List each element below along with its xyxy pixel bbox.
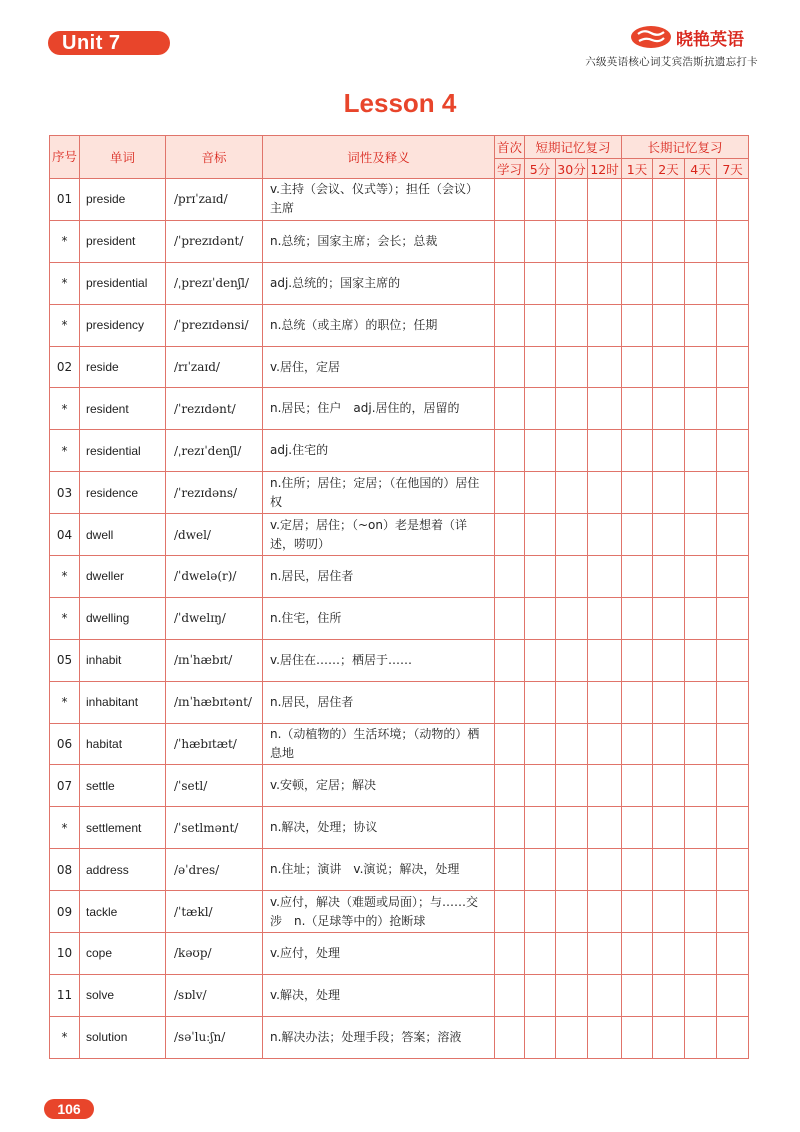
row-num: * xyxy=(50,1016,80,1058)
row-num: 02 xyxy=(50,346,80,388)
review-checkbox-cell[interactable] xyxy=(653,723,685,765)
review-checkbox-cell[interactable] xyxy=(685,891,717,933)
review-checkbox-cell[interactable] xyxy=(653,681,685,723)
review-checkbox-cell[interactable] xyxy=(556,220,588,262)
review-checkbox-cell[interactable] xyxy=(556,179,588,221)
review-checkbox-cell[interactable] xyxy=(556,1016,588,1058)
review-checkbox-cell[interactable] xyxy=(495,849,525,891)
row-def: n.居民，居住者 xyxy=(263,556,495,598)
table-row xyxy=(50,556,749,598)
table-row xyxy=(50,1016,749,1058)
review-checkbox-cell[interactable] xyxy=(653,765,685,807)
review-checkbox-cell[interactable] xyxy=(495,891,525,933)
review-checkbox-cell[interactable] xyxy=(622,974,653,1016)
brand-logo-icon xyxy=(630,25,672,49)
review-checkbox-cell[interactable] xyxy=(622,723,653,765)
row-num: 01 xyxy=(50,179,80,221)
review-checkbox-cell[interactable] xyxy=(588,346,622,388)
review-checkbox-cell[interactable] xyxy=(525,849,556,891)
review-checkbox-cell[interactable] xyxy=(685,849,717,891)
review-checkbox-cell[interactable] xyxy=(653,346,685,388)
table-row xyxy=(50,597,749,639)
review-checkbox-cell[interactable] xyxy=(653,891,685,933)
review-checkbox-cell[interactable] xyxy=(588,849,622,891)
row-word: dweller xyxy=(80,556,166,598)
row-word: residence xyxy=(80,472,166,514)
row-ipa: /rɪˈzaɪd/ xyxy=(166,346,263,388)
review-checkbox-cell[interactable] xyxy=(588,807,622,849)
table-row xyxy=(50,430,749,472)
review-checkbox-cell[interactable] xyxy=(525,765,556,807)
row-word: preside xyxy=(80,179,166,221)
row-word: reside xyxy=(80,346,166,388)
review-checkbox-cell[interactable] xyxy=(556,681,588,723)
review-checkbox-cell[interactable] xyxy=(495,723,525,765)
review-checkbox-cell[interactable] xyxy=(653,472,685,514)
table-row xyxy=(50,765,749,807)
review-checkbox-cell[interactable] xyxy=(685,723,717,765)
row-num: 09 xyxy=(50,891,80,933)
review-checkbox-cell[interactable] xyxy=(556,974,588,1016)
review-checkbox-cell[interactable] xyxy=(495,472,525,514)
review-checkbox-cell[interactable] xyxy=(556,597,588,639)
review-checkbox-cell[interactable] xyxy=(525,179,556,221)
row-word: presidency xyxy=(80,304,166,346)
review-checkbox-cell[interactable] xyxy=(588,472,622,514)
review-checkbox-cell[interactable] xyxy=(495,1016,525,1058)
row-word: cope xyxy=(80,933,166,975)
review-checkbox-cell[interactable] xyxy=(717,514,749,556)
review-checkbox-cell[interactable] xyxy=(556,304,588,346)
header-first2: 学习 xyxy=(495,159,525,179)
row-ipa: /səˈluːʃn/ xyxy=(166,1016,263,1058)
row-word: solve xyxy=(80,974,166,1016)
row-def: v.应付，处理 xyxy=(263,933,495,975)
review-checkbox-cell[interactable] xyxy=(556,807,588,849)
row-num: * xyxy=(50,304,80,346)
review-checkbox-cell[interactable] xyxy=(653,179,685,221)
review-checkbox-cell[interactable] xyxy=(495,597,525,639)
review-checkbox-cell[interactable] xyxy=(717,346,749,388)
row-def: adj.总统的；国家主席的 xyxy=(263,262,495,304)
review-checkbox-cell[interactable] xyxy=(685,681,717,723)
header-def: 词性及释义 xyxy=(263,136,495,179)
review-checkbox-cell[interactable] xyxy=(525,974,556,1016)
review-checkbox-cell[interactable] xyxy=(588,388,622,430)
row-def: v.应付，解决（难题或局面）；与……交涉 n.（足球等中的）抢断球 xyxy=(263,891,495,933)
row-def: adj.住宅的 xyxy=(263,430,495,472)
header-short-col: 12时 xyxy=(588,159,622,179)
row-num: 04 xyxy=(50,514,80,556)
unit-label: Unit 7 xyxy=(48,31,170,55)
review-checkbox-cell[interactable] xyxy=(653,388,685,430)
row-def: v.安顿，定居；解决 xyxy=(263,765,495,807)
review-checkbox-cell[interactable] xyxy=(556,891,588,933)
row-ipa: /prɪˈzaɪd/ xyxy=(166,179,263,221)
row-num: 05 xyxy=(50,639,80,681)
table-row xyxy=(50,346,749,388)
table-row xyxy=(50,933,749,975)
review-checkbox-cell[interactable] xyxy=(495,346,525,388)
review-checkbox-cell[interactable] xyxy=(653,807,685,849)
review-checkbox-cell[interactable] xyxy=(525,472,556,514)
review-checkbox-cell[interactable] xyxy=(685,639,717,681)
row-ipa: /ɪnˈhæbɪtənt/ xyxy=(166,681,263,723)
row-def: v.定居；居住；（~on）老是想着（详述，唠叨） xyxy=(263,514,495,556)
review-checkbox-cell[interactable] xyxy=(685,597,717,639)
review-checkbox-cell[interactable] xyxy=(525,430,556,472)
table-row xyxy=(50,220,749,262)
review-checkbox-cell[interactable] xyxy=(556,556,588,598)
table-row xyxy=(50,891,749,933)
review-checkbox-cell[interactable] xyxy=(717,765,749,807)
row-def: v.主持（会议、仪式等）；担任（会议）主席 xyxy=(263,179,495,221)
row-word: address xyxy=(80,849,166,891)
review-checkbox-cell[interactable] xyxy=(588,597,622,639)
row-def: n.住址；演讲 v.演说；解决，处理 xyxy=(263,849,495,891)
row-num: 03 xyxy=(50,472,80,514)
row-ipa: /ˈprezɪdənsi/ xyxy=(166,304,263,346)
review-checkbox-cell[interactable] xyxy=(525,723,556,765)
review-checkbox-cell[interactable] xyxy=(717,639,749,681)
row-ipa: /ˌprezɪˈdenʃl/ xyxy=(166,262,263,304)
review-checkbox-cell[interactable] xyxy=(685,1016,717,1058)
table-row xyxy=(50,472,749,514)
review-checkbox-cell[interactable] xyxy=(495,514,525,556)
review-checkbox-cell[interactable] xyxy=(622,639,653,681)
page-number: 106 xyxy=(44,1099,94,1119)
review-checkbox-cell[interactable] xyxy=(717,723,749,765)
review-checkbox-cell[interactable] xyxy=(525,933,556,975)
row-num: * xyxy=(50,807,80,849)
review-checkbox-cell[interactable] xyxy=(588,304,622,346)
row-word: settle xyxy=(80,765,166,807)
row-num: * xyxy=(50,430,80,472)
review-checkbox-cell[interactable] xyxy=(685,179,717,221)
review-checkbox-cell[interactable] xyxy=(556,639,588,681)
row-ipa: /kəʊp/ xyxy=(166,933,263,975)
review-checkbox-cell[interactable] xyxy=(717,807,749,849)
row-def: v.居住，定居 xyxy=(263,346,495,388)
review-checkbox-cell[interactable] xyxy=(685,514,717,556)
brand xyxy=(630,24,744,50)
review-checkbox-cell[interactable] xyxy=(525,1016,556,1058)
review-checkbox-cell[interactable] xyxy=(525,639,556,681)
row-num: 08 xyxy=(50,849,80,891)
vocab-table xyxy=(49,135,749,1059)
row-def: n.解决办法；处理手段；答案；溶液 xyxy=(263,1016,495,1058)
review-checkbox-cell[interactable] xyxy=(622,556,653,598)
row-def: n.总统（或主席）的职位；任期 xyxy=(263,304,495,346)
row-word: residential xyxy=(80,430,166,472)
row-def: n.住所；居住；定居；（在他国的）居住权 xyxy=(263,472,495,514)
review-checkbox-cell[interactable] xyxy=(717,304,749,346)
review-checkbox-cell[interactable] xyxy=(622,1016,653,1058)
review-checkbox-cell[interactable] xyxy=(717,891,749,933)
review-checkbox-cell[interactable] xyxy=(685,974,717,1016)
review-checkbox-cell[interactable] xyxy=(525,597,556,639)
row-def: n.居民，居住者 xyxy=(263,681,495,723)
review-checkbox-cell[interactable] xyxy=(717,849,749,891)
review-checkbox-cell[interactable] xyxy=(556,849,588,891)
row-def: n.解决，处理；协议 xyxy=(263,807,495,849)
review-checkbox-cell[interactable] xyxy=(717,179,749,221)
row-def: n.居民；住户 adj.居住的，居留的 xyxy=(263,388,495,430)
review-checkbox-cell[interactable] xyxy=(588,514,622,556)
row-word: dwelling xyxy=(80,597,166,639)
review-checkbox-cell[interactable] xyxy=(588,556,622,598)
lesson-title: Lesson 4 xyxy=(343,88,457,118)
review-checkbox-cell[interactable] xyxy=(717,597,749,639)
row-ipa: /ˈsetlmənt/ xyxy=(166,807,263,849)
review-checkbox-cell[interactable] xyxy=(685,430,717,472)
review-checkbox-cell[interactable] xyxy=(525,891,556,933)
review-checkbox-cell[interactable] xyxy=(588,974,622,1016)
review-checkbox-cell[interactable] xyxy=(556,514,588,556)
review-checkbox-cell[interactable] xyxy=(588,891,622,933)
review-checkbox-cell[interactable] xyxy=(495,765,525,807)
review-checkbox-cell[interactable] xyxy=(685,304,717,346)
table-row xyxy=(50,388,749,430)
review-checkbox-cell[interactable] xyxy=(685,388,717,430)
row-def: v.解决，处理 xyxy=(263,974,495,1016)
row-num: * xyxy=(50,262,80,304)
table-row xyxy=(50,639,749,681)
review-checkbox-cell[interactable] xyxy=(653,639,685,681)
row-num: * xyxy=(50,597,80,639)
review-checkbox-cell[interactable] xyxy=(556,765,588,807)
review-checkbox-cell[interactable] xyxy=(685,933,717,975)
row-def: v.居住在……；栖居于…… xyxy=(263,639,495,681)
row-num: 10 xyxy=(50,933,80,975)
header-first: 首次 xyxy=(495,136,525,159)
review-checkbox-cell[interactable] xyxy=(495,933,525,975)
review-checkbox-cell[interactable] xyxy=(685,556,717,598)
row-ipa: /ˈdwelə(r)/ xyxy=(166,556,263,598)
review-checkbox-cell[interactable] xyxy=(717,974,749,1016)
review-checkbox-cell[interactable] xyxy=(588,262,622,304)
review-checkbox-cell[interactable] xyxy=(588,1016,622,1058)
header-ipa: 音标 xyxy=(166,136,263,179)
review-checkbox-cell[interactable] xyxy=(525,556,556,598)
review-checkbox-cell[interactable] xyxy=(588,723,622,765)
row-def: n.总统；国家主席；会长；总裁 xyxy=(263,220,495,262)
table-row xyxy=(50,723,749,765)
review-checkbox-cell[interactable] xyxy=(495,262,525,304)
row-ipa: /ˈrezɪdənt/ xyxy=(166,388,263,430)
review-checkbox-cell[interactable] xyxy=(495,639,525,681)
review-checkbox-cell[interactable] xyxy=(653,974,685,1016)
review-checkbox-cell[interactable] xyxy=(717,472,749,514)
table-row xyxy=(50,681,749,723)
review-checkbox-cell[interactable] xyxy=(622,472,653,514)
review-checkbox-cell[interactable] xyxy=(653,849,685,891)
review-checkbox-cell[interactable] xyxy=(685,472,717,514)
review-checkbox-cell[interactable] xyxy=(717,681,749,723)
row-word: tackle xyxy=(80,891,166,933)
review-checkbox-cell[interactable] xyxy=(653,933,685,975)
review-checkbox-cell[interactable] xyxy=(622,304,653,346)
review-checkbox-cell[interactable] xyxy=(717,262,749,304)
review-checkbox-cell[interactable] xyxy=(525,514,556,556)
review-checkbox-cell[interactable] xyxy=(525,681,556,723)
row-ipa: /sɒlv/ xyxy=(166,974,263,1016)
review-checkbox-cell[interactable] xyxy=(556,933,588,975)
review-checkbox-cell[interactable] xyxy=(525,388,556,430)
review-checkbox-cell[interactable] xyxy=(622,388,653,430)
row-word: settlement xyxy=(80,807,166,849)
row-num: * xyxy=(50,388,80,430)
row-word: presidential xyxy=(80,262,166,304)
review-checkbox-cell[interactable] xyxy=(556,472,588,514)
table-row xyxy=(50,974,749,1016)
review-checkbox-cell[interactable] xyxy=(622,891,653,933)
row-word: president xyxy=(80,220,166,262)
review-checkbox-cell[interactable] xyxy=(653,556,685,598)
row-word: resident xyxy=(80,388,166,430)
header-word: 单词 xyxy=(80,136,166,179)
review-checkbox-cell[interactable] xyxy=(556,346,588,388)
review-checkbox-cell[interactable] xyxy=(653,262,685,304)
header-long-col: 2天 xyxy=(653,159,685,179)
review-checkbox-cell[interactable] xyxy=(622,430,653,472)
review-checkbox-cell[interactable] xyxy=(556,723,588,765)
review-checkbox-cell[interactable] xyxy=(588,220,622,262)
row-num: 11 xyxy=(50,974,80,1016)
row-word: dwell xyxy=(80,514,166,556)
review-checkbox-cell[interactable] xyxy=(622,346,653,388)
header-long: 长期记忆复习 xyxy=(622,136,749,159)
review-checkbox-cell[interactable] xyxy=(717,933,749,975)
row-ipa: /ˈprezɪdənt/ xyxy=(166,220,263,262)
table-row xyxy=(50,514,749,556)
review-checkbox-cell[interactable] xyxy=(685,220,717,262)
review-checkbox-cell[interactable] xyxy=(495,220,525,262)
review-checkbox-cell[interactable] xyxy=(495,556,525,598)
review-checkbox-cell[interactable] xyxy=(622,849,653,891)
table-row xyxy=(50,262,749,304)
review-checkbox-cell[interactable] xyxy=(622,262,653,304)
review-checkbox-cell[interactable] xyxy=(653,430,685,472)
review-checkbox-cell[interactable] xyxy=(495,807,525,849)
review-checkbox-cell[interactable] xyxy=(653,1016,685,1058)
review-checkbox-cell[interactable] xyxy=(588,933,622,975)
row-word: inhabit xyxy=(80,639,166,681)
review-checkbox-cell[interactable] xyxy=(685,346,717,388)
row-num: 06 xyxy=(50,723,80,765)
review-checkbox-cell[interactable] xyxy=(685,807,717,849)
header-short: 短期记忆复习 xyxy=(525,136,622,159)
row-ipa: /ˈhæbɪtæt/ xyxy=(166,723,263,765)
review-checkbox-cell[interactable] xyxy=(588,639,622,681)
review-checkbox-cell[interactable] xyxy=(495,179,525,221)
review-checkbox-cell[interactable] xyxy=(622,933,653,975)
review-checkbox-cell[interactable] xyxy=(525,346,556,388)
header-long-col: 7天 xyxy=(717,159,749,179)
review-checkbox-cell[interactable] xyxy=(556,388,588,430)
review-checkbox-cell[interactable] xyxy=(622,179,653,221)
tagline: 六级英语核心词艾宾浩斯抗遗忘打卡 xyxy=(585,56,758,68)
row-ipa: /ˈdwelɪŋ/ xyxy=(166,597,263,639)
review-checkbox-cell[interactable] xyxy=(622,681,653,723)
review-checkbox-cell[interactable] xyxy=(495,430,525,472)
row-num: * xyxy=(50,220,80,262)
row-word: inhabitant xyxy=(80,681,166,723)
review-checkbox-cell[interactable] xyxy=(495,681,525,723)
table-row xyxy=(50,807,749,849)
review-checkbox-cell[interactable] xyxy=(588,765,622,807)
row-num: * xyxy=(50,681,80,723)
review-checkbox-cell[interactable] xyxy=(622,514,653,556)
table-row xyxy=(50,179,749,221)
review-checkbox-cell[interactable] xyxy=(525,807,556,849)
review-checkbox-cell[interactable] xyxy=(622,597,653,639)
row-ipa: /ˈrezɪdəns/ xyxy=(166,472,263,514)
review-checkbox-cell[interactable] xyxy=(495,304,525,346)
review-checkbox-cell[interactable] xyxy=(653,220,685,262)
row-ipa: /dwel/ xyxy=(166,514,263,556)
row-ipa: /ˈsetl/ xyxy=(166,765,263,807)
header-long-col: 4天 xyxy=(685,159,717,179)
row-num: 07 xyxy=(50,765,80,807)
row-def: n.（动植物的）生活环境；（动物的）栖息地 xyxy=(263,723,495,765)
row-ipa: /ˌrezɪˈdenʃl/ xyxy=(166,430,263,472)
header-short-col: 30分 xyxy=(556,159,588,179)
review-checkbox-cell[interactable] xyxy=(717,556,749,598)
review-checkbox-cell[interactable] xyxy=(556,262,588,304)
review-checkbox-cell[interactable] xyxy=(556,430,588,472)
header-num: 序号 xyxy=(50,136,80,179)
row-ipa: /ˈtækl/ xyxy=(166,891,263,933)
review-checkbox-cell[interactable] xyxy=(717,388,749,430)
header-long-col: 1天 xyxy=(622,159,653,179)
row-ipa: /əˈdres/ xyxy=(166,849,263,891)
row-def: n.住宅，住所 xyxy=(263,597,495,639)
review-checkbox-cell[interactable] xyxy=(495,388,525,430)
table-row xyxy=(50,849,749,891)
table-row xyxy=(50,304,749,346)
review-checkbox-cell[interactable] xyxy=(653,304,685,346)
review-checkbox-cell[interactable] xyxy=(622,765,653,807)
review-checkbox-cell[interactable] xyxy=(717,430,749,472)
review-checkbox-cell[interactable] xyxy=(717,220,749,262)
row-num: * xyxy=(50,556,80,598)
review-checkbox-cell[interactable] xyxy=(495,974,525,1016)
review-checkbox-cell[interactable] xyxy=(685,765,717,807)
row-word: habitat xyxy=(80,723,166,765)
review-checkbox-cell[interactable] xyxy=(525,220,556,262)
review-checkbox-cell[interactable] xyxy=(622,807,653,849)
row-ipa: /ɪnˈhæbɪt/ xyxy=(166,639,263,681)
review-checkbox-cell[interactable] xyxy=(588,179,622,221)
review-checkbox-cell[interactable] xyxy=(588,430,622,472)
header-short-col: 5分 xyxy=(525,159,556,179)
review-checkbox-cell[interactable] xyxy=(588,681,622,723)
review-checkbox-cell[interactable] xyxy=(622,220,653,262)
brand-name: 晓艳英语 xyxy=(676,29,744,50)
review-checkbox-cell[interactable] xyxy=(525,304,556,346)
vocab-body xyxy=(50,179,749,1059)
review-checkbox-cell[interactable] xyxy=(525,262,556,304)
row-word: solution xyxy=(80,1016,166,1058)
review-checkbox-cell[interactable] xyxy=(653,597,685,639)
review-checkbox-cell[interactable] xyxy=(685,262,717,304)
review-checkbox-cell[interactable] xyxy=(653,514,685,556)
review-checkbox-cell[interactable] xyxy=(717,1016,749,1058)
